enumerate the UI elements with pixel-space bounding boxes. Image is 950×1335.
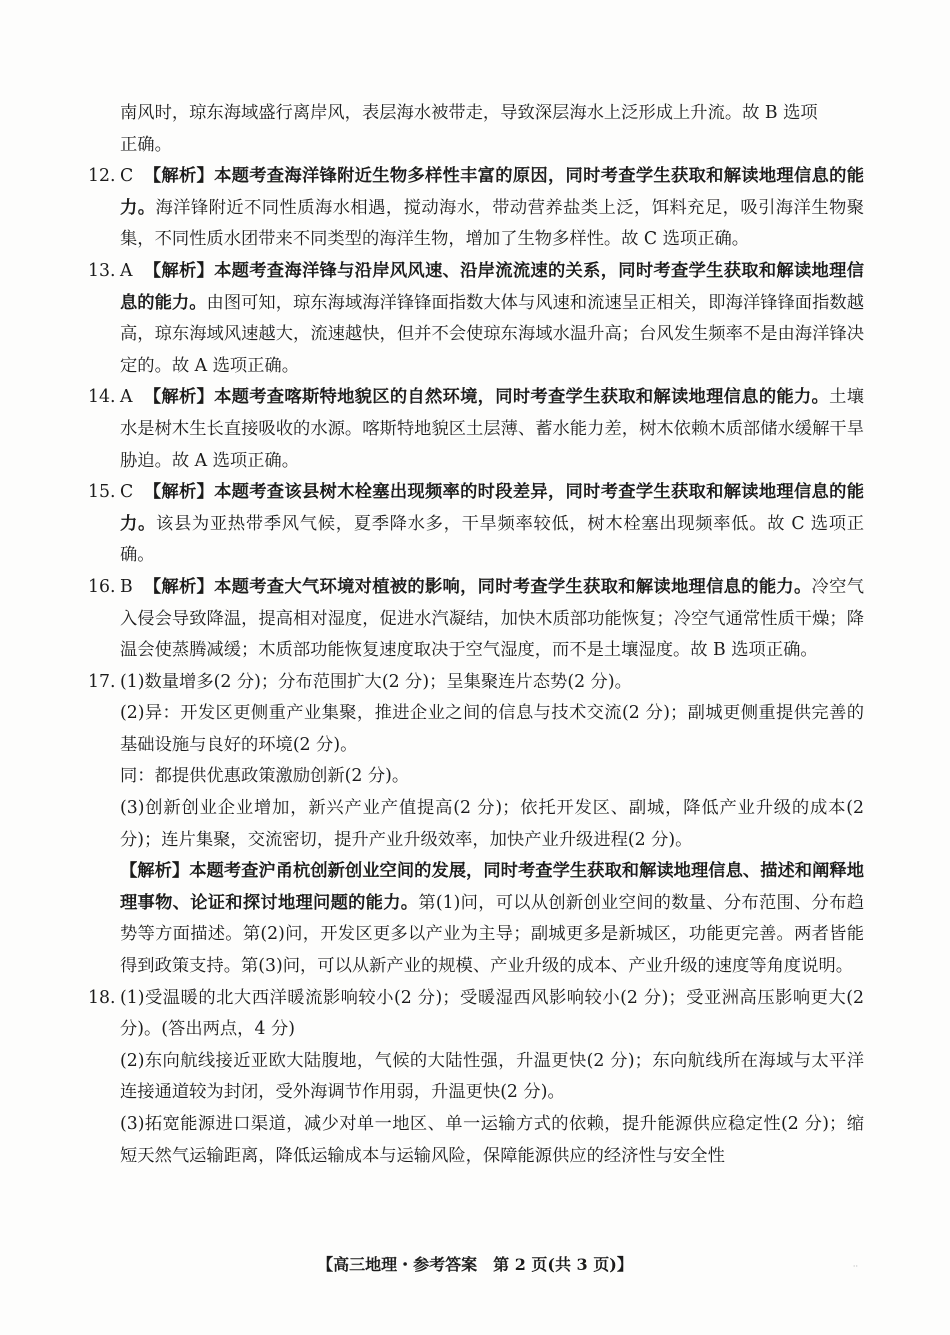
analysis-body: 该县为亚热带季风气候，夏季降水多，干旱频率较低，树木栓塞出现频率低。故 C 选项正确。 — [120, 513, 864, 566]
answer-part: (1)数量增多(2 分)；分布范围扩大(2 分)；呈集聚连片态势(2 分)。 — [120, 671, 632, 692]
question-14 — [88, 382, 864, 477]
analysis-tag: 【解析】 — [143, 482, 215, 503]
answer-part: (2)东向航线接近亚欧大陆腹地，气候的大陆性强，升温更快(2 分)；东向航线所在海域与太平洋连接通道较为封闭，受外海调节作用弱，升温更快(2 分)。 — [120, 1050, 864, 1103]
analysis-lead: 本题考查大气环境对植被的影响，同时考查学生获取和解读地理信息的能力。 — [214, 576, 812, 597]
analysis-lead: 本题考查海洋锋附近生物多样性丰富的原因，同时考查学生获取和解读地理信息的能力。 — [120, 166, 864, 218]
question-number: 16. — [88, 576, 116, 597]
analysis-body: 第(1)问，可以从创新创业空间的数量、分布范围、分布趋势等方面描述。第(2)问，开发区更多以产业为主导；副城更多是新城区，功能更完善。两者皆能得到政策支持。第(3)问，可以从新产业的规模、产业升级的成本、产业升级的速度等角度说明。 — [120, 892, 864, 977]
corner-mark: ·· — [852, 1262, 858, 1271]
answer-part: (1)受温暖的北大西洋暖流影响较小(2 分)；受暖湿西风影响较小(2 分)；受亚洲高压影响更大(2 分)。(答出两点，4 分) — [120, 987, 864, 1040]
question-number: 14. — [88, 387, 116, 408]
question-number: 18. — [88, 987, 116, 1008]
question-12 — [88, 161, 864, 256]
analysis-body: 冷空气入侵会导致降温，提高相对湿度，促进水汽凝结，加快木质部功能恢复；冷空气通常性质干燥；降温会使蒸腾减缓；木质部功能恢复速度取决于空气湿度，而不是土壤湿度。故 B 选项正确。 — [120, 576, 864, 661]
answer-letter: B — [120, 576, 133, 597]
analysis-lead: 本题考查沪甬杭创新创业空间的发展，同时考查学生获取和解读地理信息、描述和阐释地理事物、论证和探讨地理问题的能力。 — [120, 861, 864, 913]
answer-part: 同：都提供优惠政策激励创新(2 分)。 — [120, 766, 410, 787]
question-13 — [88, 256, 864, 382]
page-footer: 【高三地理・参考答案 第 2 页(共 3 页)】 — [317, 1255, 633, 1274]
answer-part: (2)异：开发区更侧重产业集聚，推进企业之间的信息与技术交流(2 分)；副城更侧重提供完善的基础设施与良好的环境(2 分)。 — [120, 703, 864, 755]
intro-line: 正确。 — [120, 134, 172, 155]
analysis-lead: 本题考查该县树木栓塞出现频率的时段差异，同时考查学生获取和解读地理信息的能力。 — [120, 482, 864, 534]
analysis-tag: 【解析】 — [143, 387, 215, 408]
analysis-tag: 【解析】 — [143, 166, 215, 187]
question-18 — [88, 983, 864, 1173]
answer-letter: A — [120, 260, 133, 281]
answer-part: (3)创新创业企业增加，新兴产业产值提高(2 分)；依托开发区、副城，降低产业升级的成本(2 分)；连片集聚，交流密切，提升产业升级效率，加快产业升级进程(2 分)。 — [120, 798, 864, 850]
intro-line: 南风时，琼东海域盛行离岸风，表层海水被带走，导致深层海水上泛形成上升流。故 B 选项 — [120, 103, 818, 123]
analysis-lead: 本题考查海洋锋与沿岸风风速、沿岸流流速的关系，同时考查学生获取和解读地理信息的能力。 — [120, 260, 864, 313]
answer-letter: C — [120, 482, 134, 503]
analysis-body: 土壤水是树木生长直接吸收的水源。喀斯特地貌区土层薄、蓄水能力差，树木依赖木质部储水缓解干旱胁迫。故 A 选项正确。 — [120, 387, 864, 471]
page-content — [88, 98, 864, 1172]
answer-part: (3)拓宽能源进口渠道，减少对单一地区、单一运输方式的依赖，提升能源供应稳定性(2 分)；缩短天然气运输距离，降低运输成本与运输风险，保障能源供应的经济性与安全性 — [120, 1114, 864, 1166]
question-17 — [88, 667, 864, 983]
question-number: 13. — [88, 260, 116, 281]
analysis-tag: 【解析】 — [120, 861, 190, 882]
analysis-body: 由图可知，琼东海域海洋锋锋面指数大体与风速和流速呈正相关，即海洋锋锋面指数越高，琼东海域风速越大，流速越快，但并不会使琼东海域水温升高；台风发生频率不是由海洋锋决定的。故 A 选项正确。 — [120, 292, 864, 376]
question-15 — [88, 477, 864, 572]
analysis-tag: 【解析】 — [143, 260, 215, 281]
question-number: 15. — [88, 482, 116, 503]
question-16 — [88, 572, 864, 667]
intro-continuation — [88, 98, 864, 161]
analysis-paragraph — [120, 856, 864, 982]
analysis-body: 海洋锋附近不同性质海水相遇，搅动海水，带动营养盐类上泛，饵料充足，吸引海洋生物聚集，不同性质水团带来不同类型的海洋生物，增加了生物多样性。故 C 选项正确。 — [120, 197, 864, 250]
question-number: 17. — [88, 671, 116, 692]
analysis-tag: 【解析】 — [143, 576, 215, 597]
analysis-lead: 本题考查喀斯特地貌区的自然环境，同时考查学生获取和解读地理信息的能力。 — [214, 387, 830, 408]
question-number: 12. — [88, 166, 116, 187]
answer-letter: A — [120, 387, 133, 408]
answer-letter: C — [120, 166, 134, 187]
